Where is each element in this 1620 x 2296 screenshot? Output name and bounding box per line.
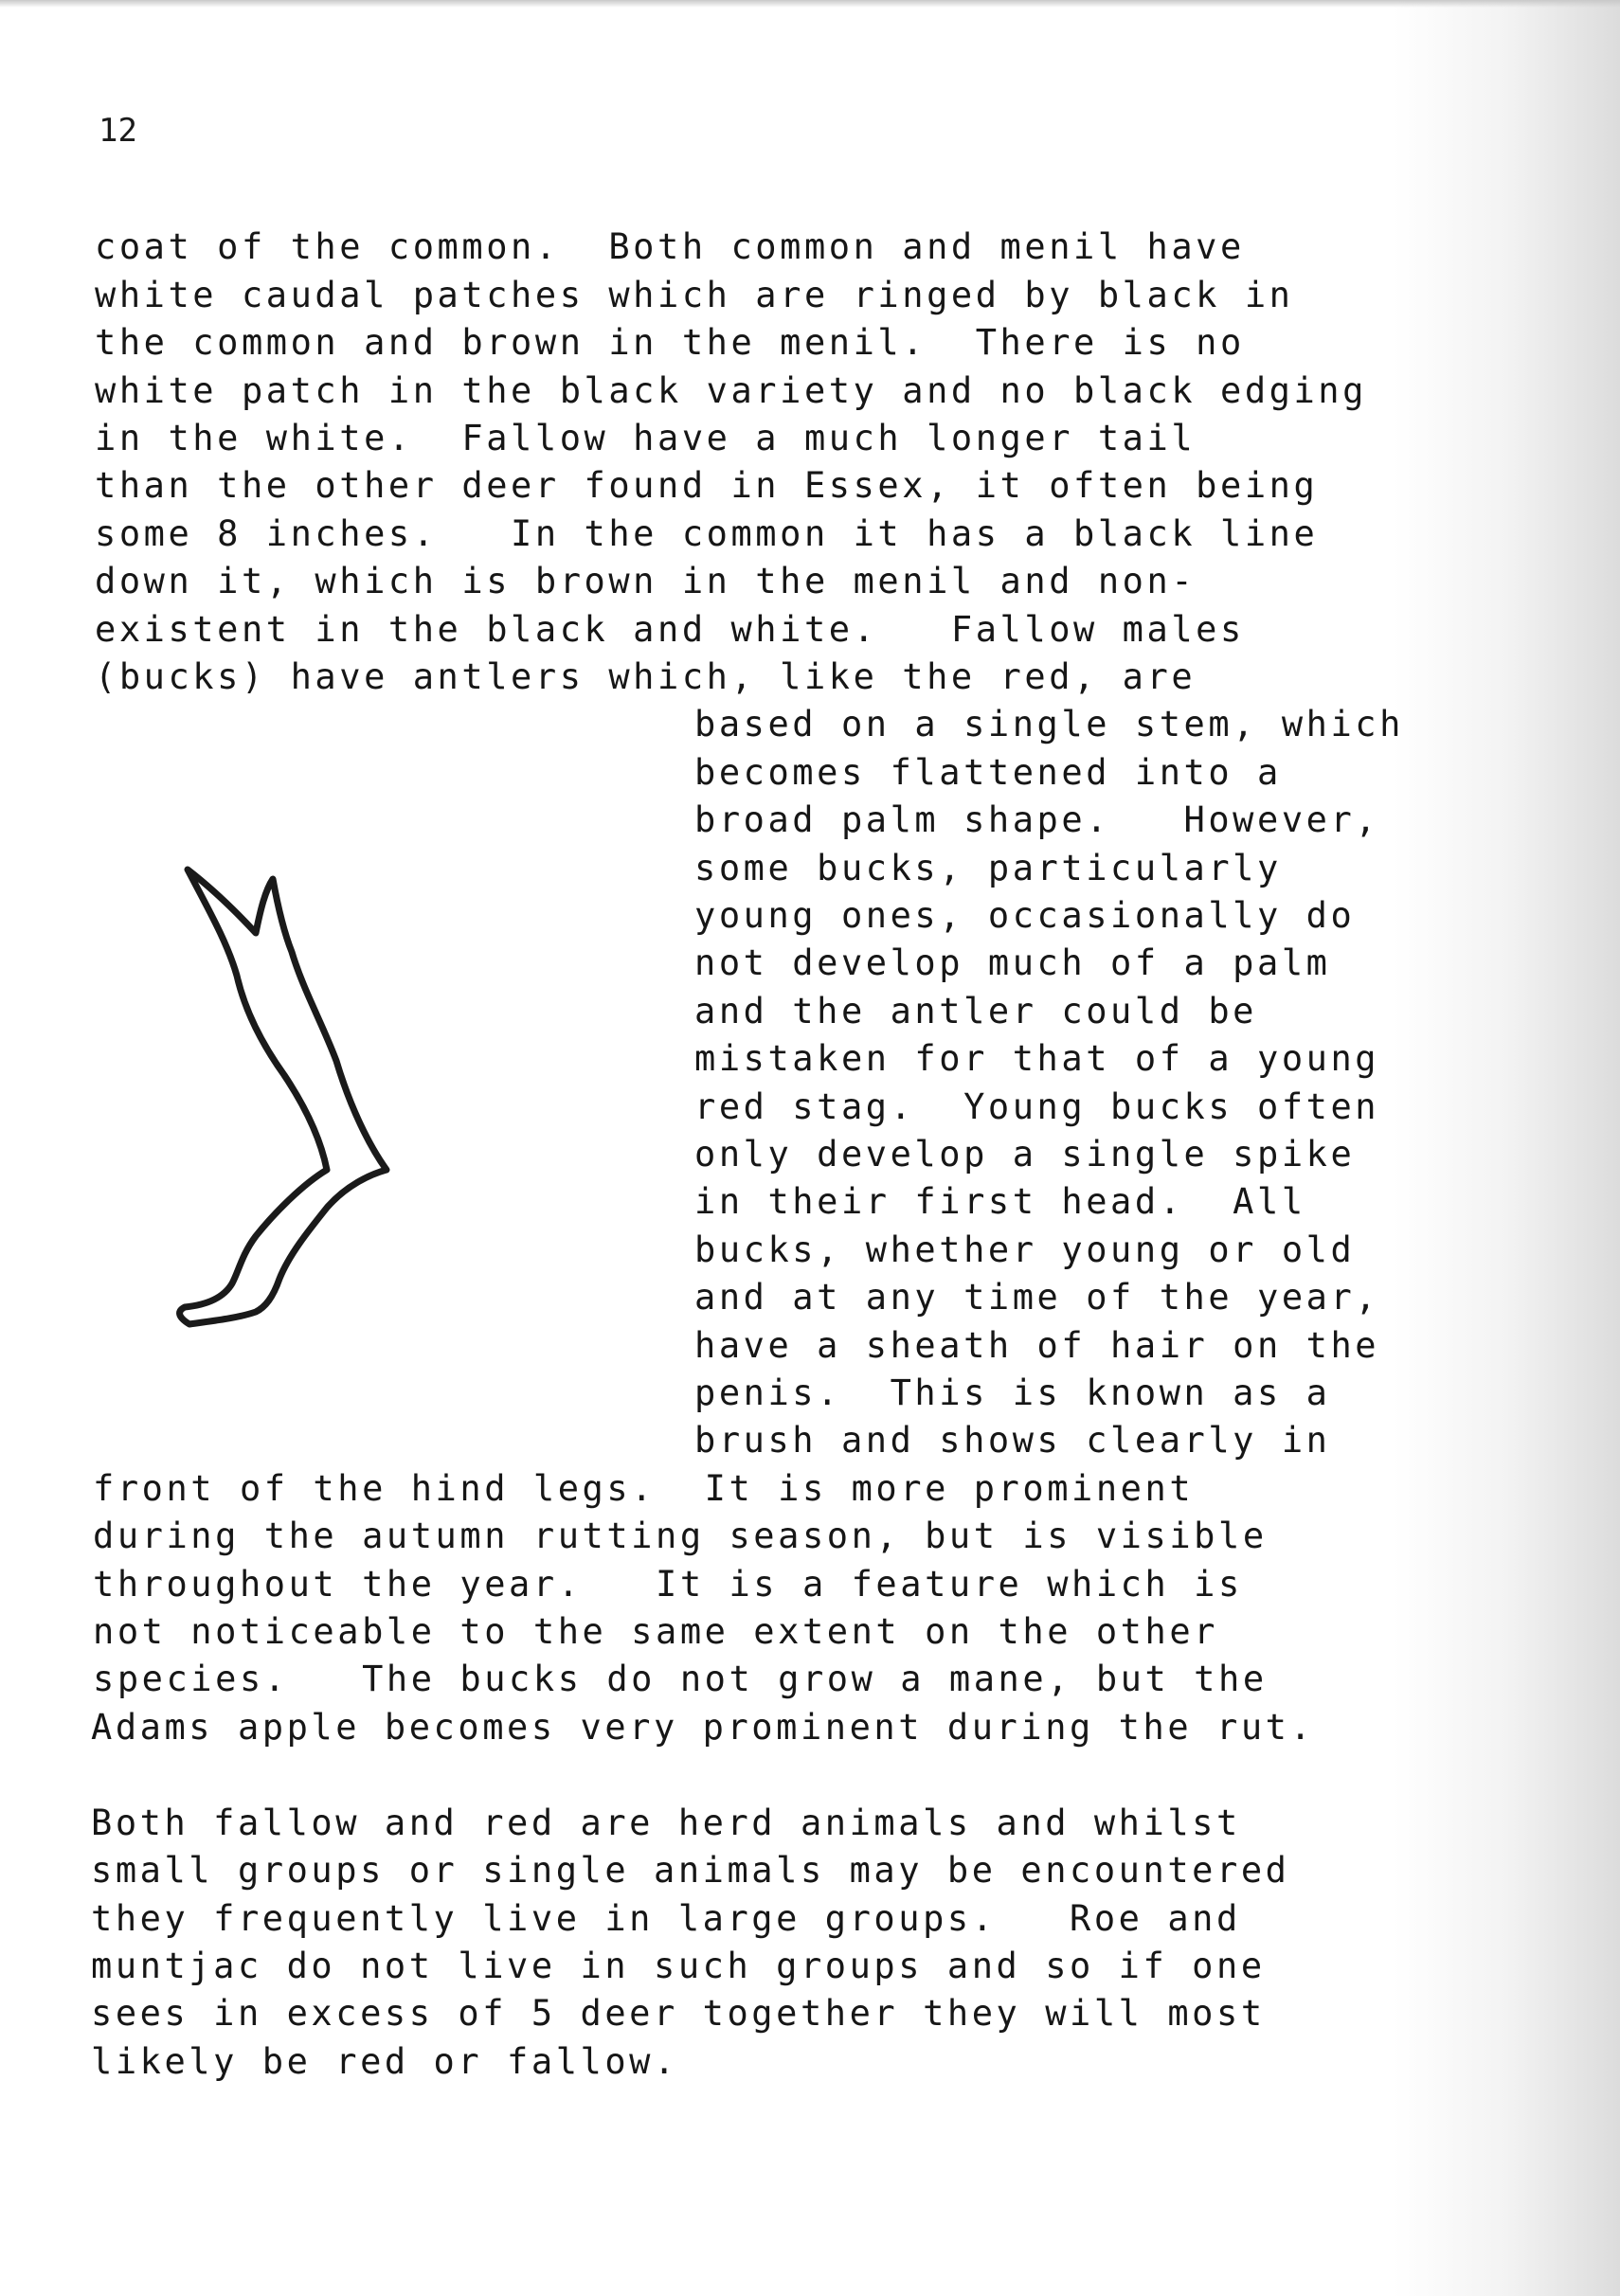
text-line: have a sheath of hair on the [694, 1325, 1380, 1366]
text-line: the common and brown in the menil. There is no [95, 322, 1245, 363]
text-line: brush and shows clearly in [694, 1420, 1331, 1461]
text-line: during the autumn rutting season, but is visible [93, 1516, 1268, 1556]
text-line: white caudal patches which are ringed by black in [95, 275, 1294, 315]
text-line: in the white. Fallow have a much longer tail [95, 418, 1197, 458]
text-line: sees in excess of 5 deer together they will most [91, 1993, 1266, 2034]
text-line: not noticeable to the same extent on the other [93, 1611, 1218, 1652]
fallow-antler-illustration [171, 834, 549, 1364]
text-line: species. The bucks do not grow a mane, but the [93, 1659, 1268, 1699]
text-line: muntjac do not live in such groups and so if one [91, 1946, 1266, 1986]
page-number: 12 [99, 112, 137, 150]
text-line: white patch in the black variety and no black edging [95, 370, 1367, 411]
text-line: and at any time of the year, [694, 1277, 1380, 1318]
text-line: not develop much of a palm [694, 942, 1331, 983]
text-line: based on a single stem, which [694, 704, 1404, 744]
text-line: they frequently live in large groups. Roe and [91, 1898, 1241, 1939]
text-line: becomes flattened into a [694, 752, 1282, 793]
text-line: mistaken for that of a young [694, 1038, 1380, 1079]
text-line: red stag. Young bucks often [694, 1086, 1380, 1127]
text-line: bucks, whether young or old [694, 1229, 1356, 1270]
text-line: than the other deer found in Essex, it often being [95, 465, 1319, 506]
text-line: (bucks) have antlers which, like the red, are [95, 656, 1197, 697]
text-line: and the antler could be [694, 991, 1257, 1031]
text-line: likely be red or fallow. [91, 2041, 678, 2082]
text-line: only develop a single spike [694, 1134, 1356, 1175]
text-line: Adams apple becomes very prominent during the rut. [91, 1707, 1315, 1748]
antler-outline [180, 870, 387, 1324]
text-line: penis. This is known as a [694, 1372, 1331, 1413]
text-line: some 8 inches. In the common it has a black line [95, 513, 1319, 554]
page-top-shadow [0, 0, 1620, 8]
text-line: coat of the common. Both common and menil have [95, 226, 1245, 267]
text-line: Both fallow and red are herd animals and whilst [91, 1803, 1241, 1843]
text-line: small groups or single animals may be encountered [91, 1850, 1290, 1891]
text-line: existent in the black and white. Fallow males [95, 609, 1245, 650]
text-line: down it, which is brown in the menil and non- [95, 561, 1197, 601]
text-line: some bucks, particularly [694, 848, 1282, 888]
text-line: broad palm shape. However, [694, 799, 1380, 840]
text-line: throughout the year. It is a feature which is [93, 1564, 1243, 1605]
text-line: in their first head. All [694, 1181, 1306, 1222]
text-line: front of the hind legs. It is more prominent [93, 1468, 1195, 1509]
text-line: young ones, occasionally do [694, 895, 1356, 936]
